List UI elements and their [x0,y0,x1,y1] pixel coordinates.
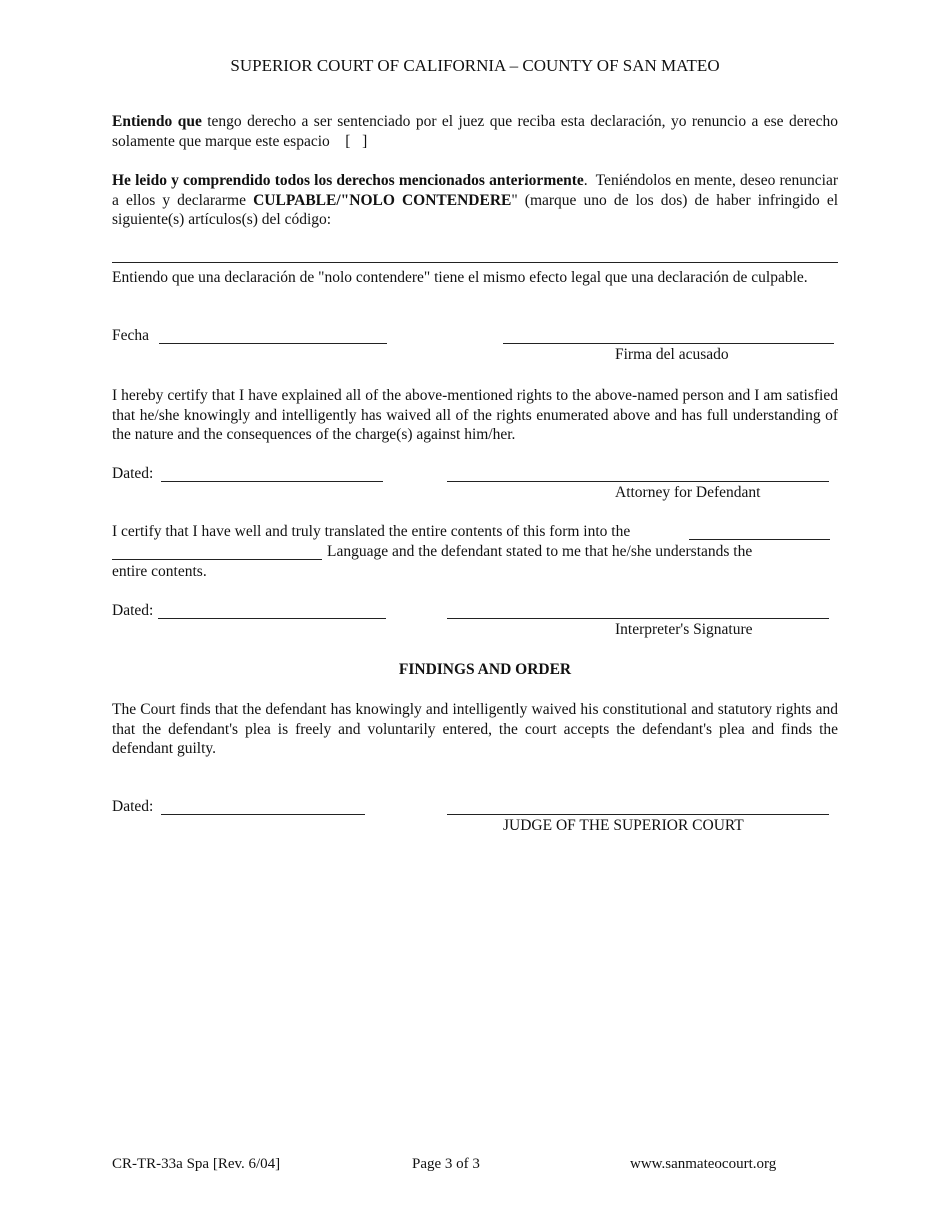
paragraph-text: " (marque uno de los dos) de haber infringido el siguiente(s) artículos(s) del código: [112,191,839,228]
waiver-checkbox[interactable]: [ ] [345,132,368,150]
plea-options: CULPABLE/"NOLO CONTENDERE [253,191,512,209]
signature-caption: Attorney for Defendant [615,484,761,501]
date-line[interactable] [159,343,387,344]
website-link[interactable]: www.sanmateocourt.org [630,1156,777,1172]
findings-heading: FINDINGS AND ORDER [398,661,572,678]
date-label: Fecha [112,327,150,344]
paragraph-text: . Teniéndolos en mente, deseo renunciar a ellos y declararme [112,172,842,209]
date-line[interactable] [161,814,365,815]
judge-signature-line[interactable] [447,814,829,815]
paragraph-lead: Entiendo que [112,113,202,130]
paragraph-text: tengo derecho a ser sentenciado por el juez que reciba esta declaración, yo renuncio a ese derecho solamente que marque este espacio [112,113,838,150]
paragraph-lead: He leido y comprendido todos los derechos mencionados anteriormente [112,172,584,189]
signature-caption: JUDGE OF THE SUPERIOR COURT [503,817,744,834]
plea-paragraph [112,171,842,230]
code-sections-line[interactable] [112,262,838,263]
language-line-continued[interactable] [112,559,322,560]
form-id: CR-TR-33a Spa [Rev. 6/04] [112,1156,281,1172]
date-label: Dated: [112,602,154,619]
date-label: Dated: [112,465,154,482]
interpreter-text-line-2: Language and the defendant stated to me that he/she understands the [327,543,753,560]
date-line[interactable] [161,481,383,482]
interpreter-signature-line[interactable] [447,618,829,619]
language-line[interactable] [689,539,830,540]
page-title: SUPERIOR COURT OF CALIFORNIA – COUNTY OF SAN MATEO [230,56,720,75]
nolo-contendere-paragraph: Entiendo que una declaración de "nolo contendere" tiene el mismo efecto legal que una declaración de culpable. [112,269,808,286]
findings-paragraph: The Court finds that the defendant has knowingly and intelligently waived his constitutional and statutory rights and that the defendant's plea is freely and voluntarily entered, the court accepts the defendant's plea and finds the defendant guilty. [112,701,838,757]
signature-caption: Firma del acusado [615,346,729,363]
defendant-signature-line[interactable] [503,343,834,344]
signature-caption: Interpreter's Signature [615,621,753,638]
date-label: Dated: [112,798,154,815]
interpreter-text-line-3: entire contents. [112,563,207,580]
date-line[interactable] [158,618,386,619]
attorney-certification-paragraph: I hereby certify that I have explained all of the above-mentioned rights to the above-named person and I am satisfied that he/she knowingly and intelligently has waived all of the rights enumerated above and has full understanding of the nature and the consequences of the charge(s) against him/her. [112,387,838,443]
interpreter-text-line-1: I certify that I have well and truly translated the entire contents of this form into the [112,523,631,540]
attorney-signature-line[interactable] [447,481,829,482]
page-number: Page 3 of 3 [412,1156,480,1172]
waiver-sentencing-paragraph [112,112,838,151]
